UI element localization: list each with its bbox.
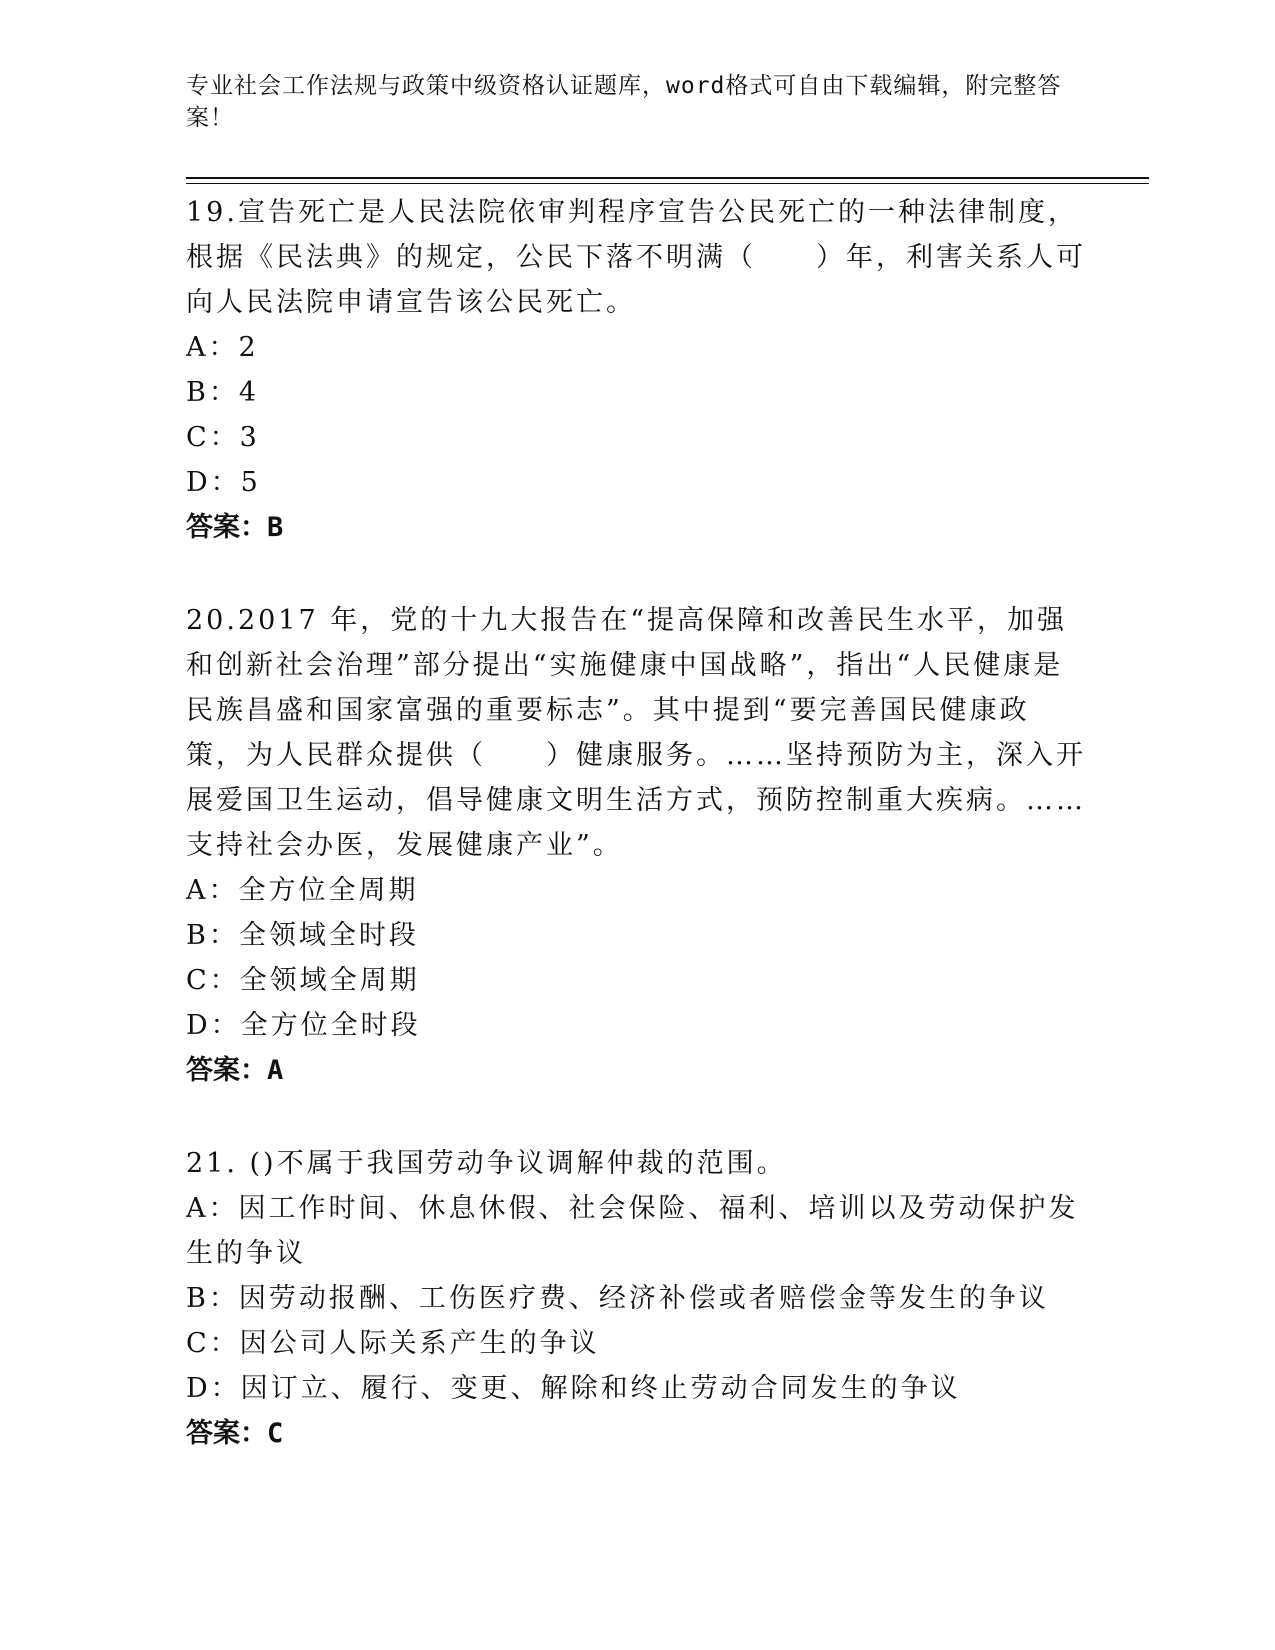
option-c: C：因公司人际关系产生的争议 <box>186 1328 600 1359</box>
question-stem: 21. ()不属于我国劳动争议调解仲裁的范围。 <box>186 1148 787 1179</box>
option-c: C：3 <box>186 422 260 453</box>
option-a: A：2 <box>186 332 259 363</box>
answer-label: 答案：C <box>186 1418 284 1449</box>
question-21 <box>186 1141 1086 1456</box>
question-stem: 20.2017 年，党的十九大报告在“提高保障和改善民生水平，加强和创新社会治理”部分提出“实施健康中国战略”，指出“人民健康是民族昌盛和国家富强的重要标志”。其中提到“要完善国民健康政策，为人民群众提供（ ）健康服务。……坚持预防为主，深入开展爱国卫生运动，倡导健康文明生活方式，预防控制重大疾病。……支持社会办医，发展健康产业”。 <box>186 605 1086 861</box>
question-list <box>186 188 1086 1504</box>
option-c: C：全领域全周期 <box>186 965 420 996</box>
question-20 <box>186 598 1086 1093</box>
option-b: B：全领域全时段 <box>186 920 419 951</box>
question-19 <box>186 190 1086 550</box>
page-header: 专业社会工作法规与政策中级资格认证题库，word格式可自由下载编辑，附完整答案！ <box>186 73 1062 131</box>
answer-label: 答案：B <box>186 512 284 543</box>
option-d: D：因订立、履行、变更、解除和终止劳动合同发生的争议 <box>186 1373 961 1404</box>
option-b: B：因劳动报酬、工伤医疗费、经济补偿或者赔偿金等发生的争议 <box>186 1283 1049 1314</box>
question-stem: 19.宣告死亡是人民法院依审判程序宣告公民死亡的一种法律制度，根据《民法典》的规定，公民下落不明满（ ）年，利害关系人可向人民法院申请宣告该公民死亡。 <box>186 197 1086 318</box>
option-a: A：全方位全周期 <box>186 875 419 906</box>
option-a: A：因工作时间、休息休假、社会保险、福利、培训以及劳动保护发生的争议 <box>186 1193 1079 1269</box>
answer-label: 答案：A <box>186 1055 284 1086</box>
header-divider-thin <box>186 183 1149 184</box>
option-b: B：4 <box>186 377 260 408</box>
header-divider-thick <box>186 177 1149 179</box>
option-d: D：5 <box>186 467 261 498</box>
option-d: D：全方位全时段 <box>186 1010 421 1041</box>
